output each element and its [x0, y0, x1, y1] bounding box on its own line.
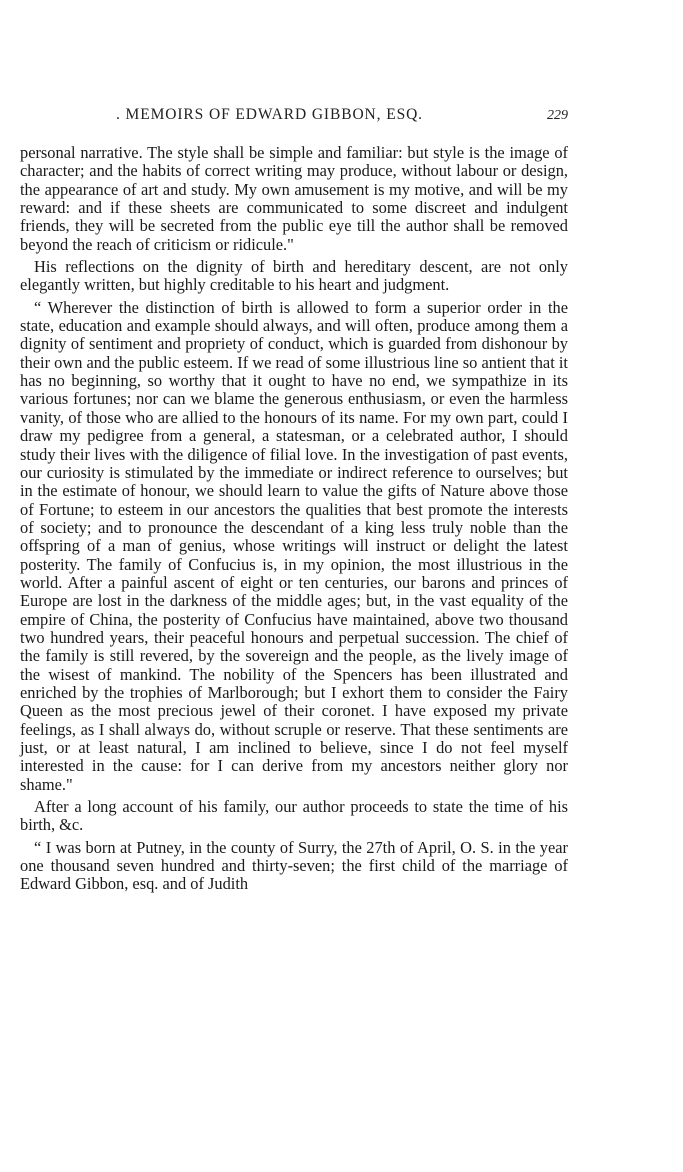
- paragraph-reflections: His reflections on the dignity of birth and hereditary descent, are not only elegantly written, but highly creditable to his heart and judgment.: [20, 257, 568, 295]
- running-title: . MEMOIRS OF EDWARD GIBBON, ESQ.: [116, 106, 423, 123]
- paragraph-family-account: After a long account of his family, our author proceeds to state the time of his birth, &c.: [20, 797, 568, 835]
- body-text: [20, 144, 568, 894]
- page-number: 229: [547, 108, 568, 123]
- paragraph-birth-quotation: “ I was born at Putney, in the county of Surry, the 27th of April, O. S. in the year one thousand seven hundred and thirty-seven; the first child of the marriage of Edward Gibbon, esq. and of Judith: [20, 837, 568, 894]
- running-head: [116, 106, 568, 130]
- paragraph-quotation-birth: “ Wherever the distinction of birth is allowed to form a superior order in the state, education and example should always, and will often, produce among them a dignity of sentiment and propriety of conduct, which is guarded from dishonour by their own and the public esteem. If we read of some illustrious line so antient that it has no beginning, so worthy that it ought to have no end, we sympathize in its various fortunes; nor can we blame the generous enthusiasm, or even the harmless vanity, of those who are allied to the honours of its name. For my own part, could I draw my pedigree from a general, a statesman, or a celebrated author, I should study their lives with the diligence of filial love. In the investigation of past events, our curiosity is stimulated by the immediate or indirect reference to ourselves; but in the estimate of honour, we should learn to value the gifts of Nature above those of Fortune; to esteem in our ancestors the qualities that best promote the interests of society; and to pronounce the descendant of a king less truly noble than the offspring of a man of genius, whose writings will instruct or delight the latest posterity. The family of Confucius is, in my opinion, the most illustrious in the world. After a painful ascent of eight or ten centuries, our barons and princes of Europe are lost in the darkness of the middle ages; but, in the vast equality of the empire of China, the posterity of Confucius have maintained, above two thousand two hundred years, their peaceful honours and perpetual succession. The chief of the family is still revered, by the sovereign and the people, as the lively image of the wisest of mankind. The nobility of the Spencers has been illustrated and enriched by the trophies of Marlborough; but I exhort them to consider the Fairy Queen as the most precious jewel of their coronet. I have exposed my private feelings, as I shall always do, without scruple or reserve. That these sentiments are just, or at least natural, I am inclined to believe, since I do not feel myself interested in the cause: for I can derive from my ancestors neither glory nor shame.": [20, 297, 568, 794]
- paragraph-narrative-end: personal narrative. The style shall be simple and familiar: but style is the image of character; and the habits of correct writing may produce, without labour or design, the appearance of art and study. My own amusement is my motive, and will be my reward: and if these sheets are communicated to some discreet and indulgent friends, they will be secreted from the public eye till the author shall be removed beyond the reach of criticism or ridicule.": [20, 143, 568, 254]
